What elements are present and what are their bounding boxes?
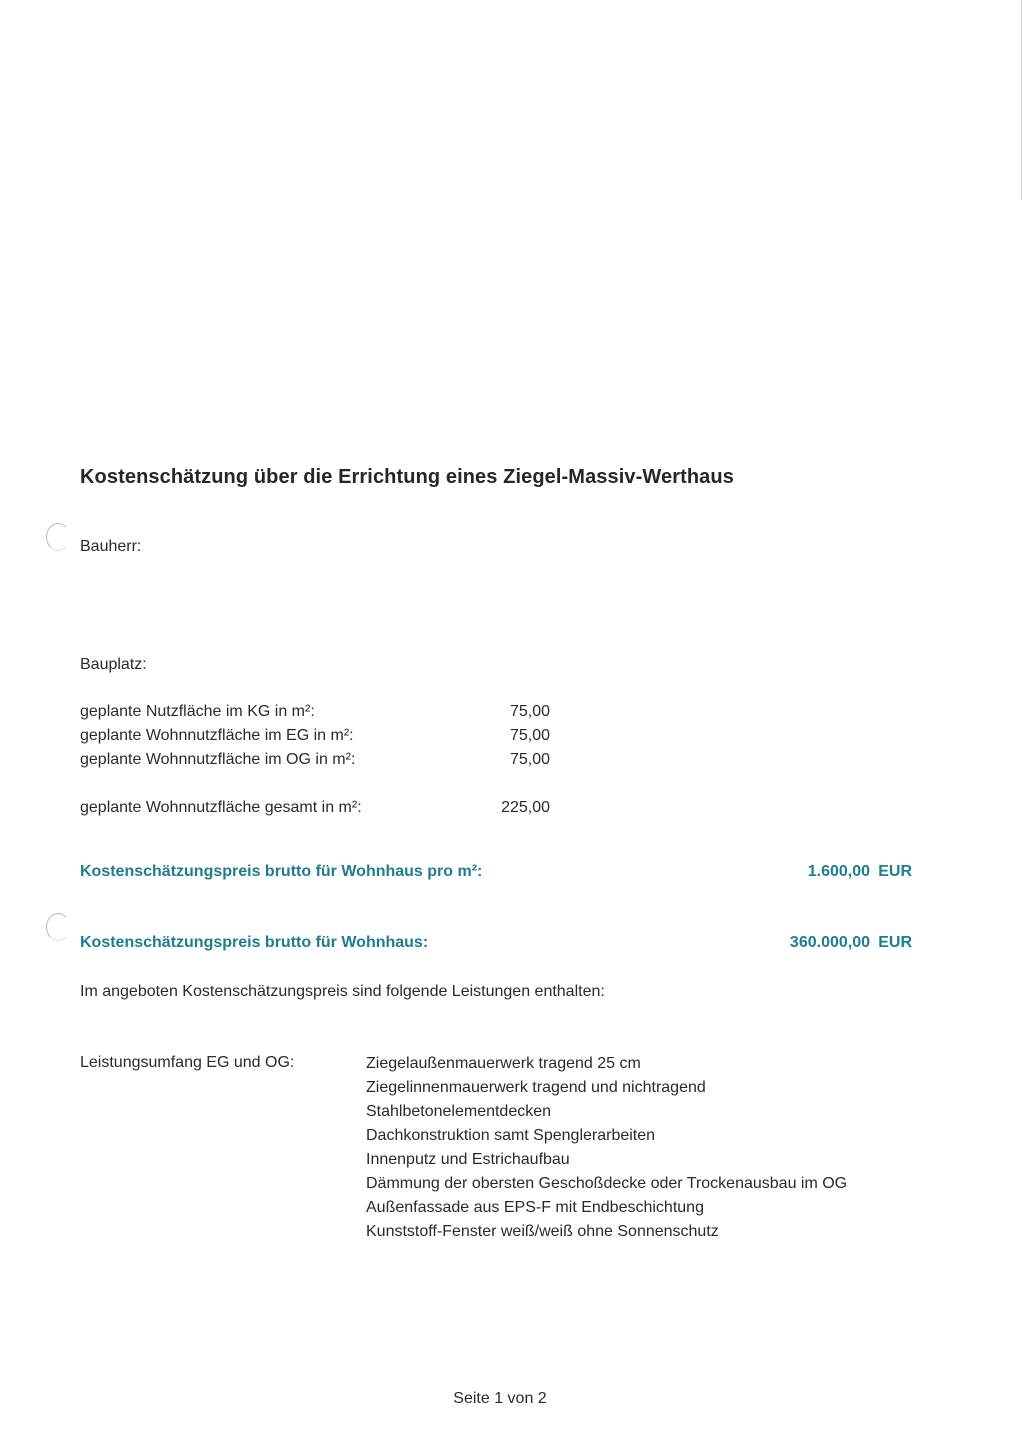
- list-item: Stahlbetonelementdecken: [366, 1103, 552, 1120]
- area-label: geplante Wohnnutzfläche im EG in m²:: [80, 727, 354, 744]
- total-area-value: 225,00: [501, 799, 550, 816]
- list-item: Dämmung der obersten Geschoßdecke oder Trockenausbau im OG: [366, 1175, 848, 1192]
- document-title: Kostenschätzung über die Errichtung eines Ziegel-Massiv-Werthaus: [80, 466, 734, 488]
- scan-edge-line: [1021, 0, 1022, 200]
- list-item: Kunststoff-Fenster weiß/weiß ohne Sonnenschutz: [366, 1223, 719, 1240]
- price-per-m2-row: [80, 863, 912, 887]
- included-intro: Im angeboten Kostenschätzungspreis sind folgende Leistungen enthalten:: [80, 983, 605, 1000]
- price-per-m2-label: Kostenschätzungspreis brutto für Wohnhaus pro m²:: [80, 863, 483, 880]
- list-item: Ziegelaußenmauerwerk tragend 25 cm: [366, 1055, 641, 1072]
- area-value: 75,00: [509, 751, 550, 768]
- bauplatz-label: Bauplatz:: [80, 656, 147, 673]
- area-row-kg: [80, 703, 550, 727]
- area-value: 75,00: [509, 727, 550, 744]
- area-row-eg: [80, 727, 550, 751]
- scope-label: Leistungsumfang EG und OG:: [80, 1054, 295, 1071]
- area-row-og: [80, 751, 550, 775]
- area-label: geplante Nutzfläche im KG in m²:: [80, 703, 315, 720]
- price-total-label: Kostenschätzungspreis brutto für Wohnhaus:: [80, 934, 429, 951]
- punch-hole-bottom: [46, 913, 70, 941]
- list-item: Außenfassade aus EPS-F mit Endbeschichtung: [366, 1199, 704, 1216]
- area-row-total: [80, 799, 550, 823]
- price-per-m2-amount: 1.600,00: [807, 863, 870, 880]
- price-per-m2-currency: EUR: [878, 863, 912, 880]
- area-value: 75,00: [509, 703, 550, 720]
- total-area-label: geplante Wohnnutzfläche gesamt in m²:: [80, 799, 362, 816]
- price-total-amount: 360.000,00: [789, 934, 870, 951]
- services-list: [366, 1052, 847, 1244]
- price-total-row: [80, 934, 912, 958]
- list-item: Dachkonstruktion samt Spenglerarbeiten: [366, 1127, 656, 1144]
- area-label: geplante Wohnnutzfläche im OG in m²:: [80, 751, 356, 768]
- price-total-currency: EUR: [878, 934, 912, 951]
- list-item: Ziegelinnenmauerwerk tragend und nichtragend: [366, 1079, 706, 1096]
- punch-hole-top: [46, 523, 70, 551]
- page-footer: Seite 1 von 2: [453, 1390, 547, 1407]
- bauherr-label: Bauherr:: [80, 538, 142, 555]
- list-item: Innenputz und Estrichaufbau: [366, 1151, 570, 1168]
